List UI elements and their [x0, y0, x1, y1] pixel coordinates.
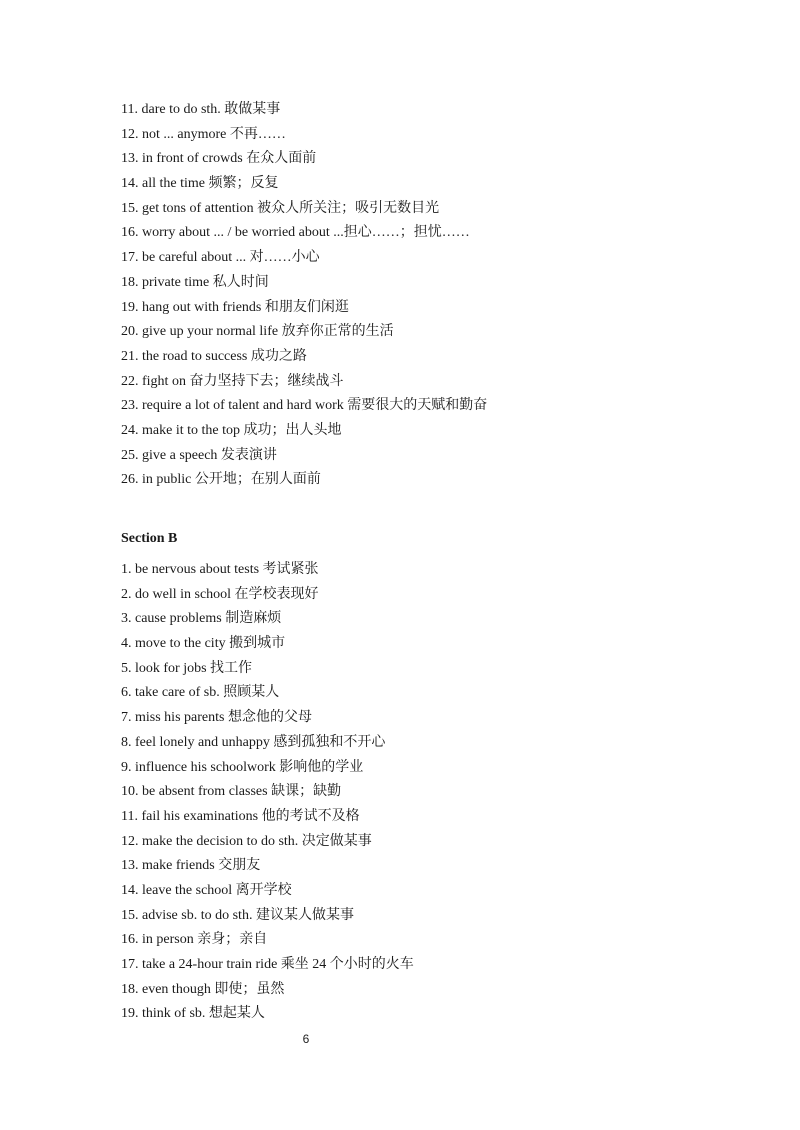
item-phrase: even though 即使；虽然 [142, 981, 285, 997]
list-item [121, 468, 487, 493]
list-item [121, 607, 414, 632]
item-phrase: make the decision to do sth. 决定做某事 [142, 833, 372, 849]
item-phrase: be nervous about tests 考试紧张 [135, 562, 319, 577]
list-item [121, 394, 487, 419]
list-item [121, 419, 487, 444]
item-number: 25. [121, 447, 139, 463]
item-phrase: worry about ... / be worried about ...担心……；担忧…… [142, 225, 470, 241]
item-phrase: advise sb. to do sth. 建议某人做某事 [142, 907, 354, 923]
item-phrase: leave the school 离开学校 [142, 882, 292, 898]
list-item [121, 197, 487, 222]
page-number: 6 [302, 1032, 310, 1046]
list-item [121, 830, 414, 855]
item-number: 18. [121, 981, 139, 997]
item-number: 13. [121, 858, 139, 874]
item-phrase: hang out with friends 和朋友们闲逛 [142, 299, 349, 315]
item-number: 14. [121, 882, 139, 898]
item-phrase: fail his examinations 他的考试不及格 [141, 808, 360, 824]
item-number: 8. [121, 734, 132, 750]
item-number: 4. [121, 636, 132, 652]
list-item [121, 147, 487, 172]
list-item [121, 632, 414, 657]
list-item [121, 558, 414, 583]
list-item [121, 583, 414, 608]
item-phrase: feel lonely and unhappy 感到孤独和不开心 [135, 734, 386, 750]
list-item [121, 345, 487, 370]
item-number: 15. [121, 200, 139, 216]
item-phrase: be absent from classes 缺课；缺勤 [142, 784, 342, 800]
item-number: 11. [121, 102, 138, 117]
list-item [121, 296, 487, 321]
list-item [121, 221, 487, 246]
list-item [121, 854, 414, 879]
list-item [121, 370, 487, 395]
list-item [121, 444, 487, 469]
item-number: 11. [121, 808, 138, 824]
item-phrase: move to the city 搬到城市 [135, 636, 286, 652]
list-item [121, 681, 414, 706]
item-phrase: take a 24-hour train ride 乘坐 24 个小时的火车 [142, 957, 414, 972]
item-phrase: in public 公开地；在别人面前 [142, 472, 321, 488]
item-number: 23. [121, 398, 139, 414]
list-item [121, 731, 414, 756]
item-phrase: fight on 奋力坚持下去；继续战斗 [142, 373, 344, 389]
list-item [121, 123, 487, 148]
list-item [121, 657, 414, 682]
item-phrase: the road to success 成功之路 [142, 348, 307, 364]
item-number: 19. [121, 299, 139, 315]
item-phrase: make friends 交朋友 [142, 858, 261, 874]
list-item [121, 805, 414, 830]
item-phrase: give up your normal life 放弃你正常的生活 [142, 324, 394, 340]
item-number: 18. [121, 274, 139, 290]
list-item [121, 271, 487, 296]
phrase-list-section-a [121, 98, 487, 493]
item-number: 14. [121, 176, 139, 192]
item-number: 12. [121, 126, 139, 142]
item-phrase: miss his parents 想念他的父母 [135, 710, 312, 726]
item-phrase: cause problems 制造麻烦 [135, 611, 282, 627]
item-number: 26. [121, 472, 139, 488]
item-number: 12. [121, 833, 139, 849]
list-item [121, 928, 414, 953]
item-phrase: do well in school 在学校表现好 [135, 586, 319, 602]
item-number: 7. [121, 710, 132, 726]
list-item [121, 320, 487, 345]
item-number: 19. [121, 1006, 139, 1022]
item-phrase: give a speech 发表演讲 [142, 447, 277, 463]
item-phrase: private time 私人时间 [142, 274, 269, 290]
item-phrase: be careful about ... 对……小心 [142, 250, 320, 266]
list-item [121, 1002, 414, 1027]
item-number: 1. [121, 562, 132, 577]
list-item [121, 172, 487, 197]
item-number: 15. [121, 907, 139, 923]
item-phrase: get tons of attention 被众人所关注；吸引无数目光 [142, 200, 440, 216]
item-phrase: in person 亲身；亲自 [142, 932, 268, 948]
item-number: 24. [121, 422, 139, 438]
item-number: 20. [121, 324, 139, 340]
list-item [121, 953, 414, 978]
item-number: 2. [121, 586, 132, 602]
item-number: 13. [121, 151, 139, 167]
list-item [121, 879, 414, 904]
phrase-list-section-b [121, 558, 414, 1027]
item-number: 5. [121, 660, 132, 676]
list-item [121, 780, 414, 805]
item-number: 10. [121, 784, 139, 800]
list-item [121, 98, 487, 123]
item-phrase: influence his schoolwork 影响他的学业 [135, 759, 364, 775]
item-number: 17. [121, 957, 139, 972]
item-number: 3. [121, 611, 132, 627]
item-phrase: take care of sb. 照顾某人 [135, 685, 280, 701]
item-number: 9. [121, 759, 132, 775]
item-number: 21. [121, 348, 139, 364]
item-phrase: think of sb. 想起某人 [142, 1006, 265, 1022]
item-number: 22. [121, 373, 139, 389]
list-item [121, 246, 487, 271]
item-number: 17. [121, 250, 139, 266]
item-phrase: make it to the top 成功；出人头地 [142, 422, 342, 438]
item-phrase: look for jobs 找工作 [135, 660, 253, 676]
item-phrase: dare to do sth. 敢做某事 [141, 102, 281, 117]
list-item [121, 978, 414, 1003]
list-item [121, 904, 414, 929]
list-item [121, 706, 414, 731]
item-number: 16. [121, 225, 139, 241]
section-b-heading: Section B [121, 531, 178, 546]
item-phrase: not ... anymore 不再…… [142, 126, 286, 142]
item-phrase: all the time 频繁；反复 [142, 176, 279, 192]
item-number: 6. [121, 685, 132, 701]
item-phrase: in front of crowds 在众人面前 [142, 151, 317, 167]
item-number: 16. [121, 932, 139, 948]
item-phrase: require a lot of talent and hard work 需要很大的天赋和勤奋 [142, 398, 488, 414]
list-item [121, 756, 414, 781]
